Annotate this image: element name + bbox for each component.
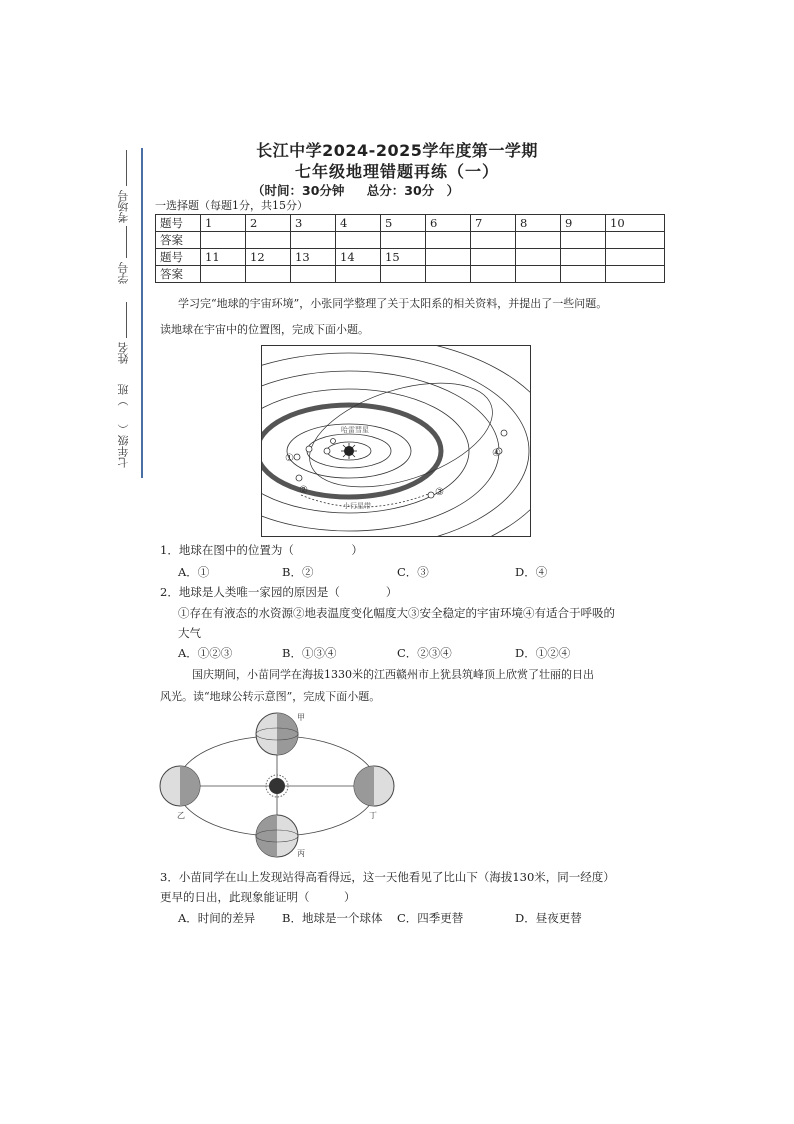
intro1-line2: 读地球在宇宙中的位置图，完成下面小题。 — [160, 323, 369, 336]
revolution-svg — [155, 706, 400, 863]
q2-option-a[interactable]: A．①②③ — [178, 646, 233, 660]
q3-line2: 更早的日出，此现象能证明（ ） — [160, 890, 356, 904]
q1-option-c[interactable]: C．③ — [397, 565, 429, 579]
binding-line — [141, 148, 143, 478]
q3-option-a[interactable]: A．时间的差异 — [178, 911, 256, 925]
row-label: 答案 — [156, 232, 201, 249]
answer-cell[interactable] — [201, 266, 246, 283]
question-number — [561, 249, 606, 266]
question-number: 12 — [246, 249, 291, 266]
answer-cell[interactable] — [471, 266, 516, 283]
q3-option-c[interactable]: C．四季更替 — [397, 911, 464, 925]
question-number: 11 — [201, 249, 246, 266]
name-label: 姓名 — [117, 342, 130, 364]
earth-revolution-figure — [155, 706, 400, 863]
answer-cell[interactable] — [246, 266, 291, 283]
q2-option-d[interactable]: D．①②④ — [515, 646, 571, 660]
name-field[interactable] — [126, 302, 127, 338]
section-heading: 一选择题（每题1分，共15分） — [155, 199, 308, 212]
question-number — [471, 249, 516, 266]
time-label: （时间：30分钟 — [252, 183, 345, 198]
marker-2: ② — [299, 485, 308, 496]
earth-globe-ding — [354, 766, 394, 806]
table-row — [156, 215, 665, 232]
answer-cell[interactable] — [246, 232, 291, 249]
q1-option-d[interactable]: D．④ — [515, 565, 548, 579]
page-title: 长江中学2024-2025学年度第一学期 — [256, 141, 538, 160]
answer-cell[interactable] — [561, 266, 606, 283]
question-number: 6 — [426, 215, 471, 232]
class-suffix-label: ）班 — [117, 384, 130, 406]
answer-cell[interactable] — [291, 232, 336, 249]
score-label: 总分：30分 ） — [366, 183, 460, 198]
comet-label: 哈雷彗星 — [341, 426, 369, 434]
asteroid-belt-label: 小行星带 — [343, 502, 371, 510]
q1-option-b[interactable]: B．② — [282, 565, 314, 579]
q2-option-c[interactable]: C．②③④ — [397, 646, 452, 660]
exam-no-label: 考场号 — [117, 190, 130, 223]
intro2-line1: 国庆期间，小苗同学在海拔1330米的江西赣州市上犹县筑峰顶上欣赏了壮丽的日出 — [192, 668, 594, 681]
time-score-line — [252, 181, 477, 199]
q3-option-d[interactable]: D．昼夜更替 — [515, 911, 582, 925]
question-number: 10 — [606, 215, 665, 232]
table-row — [156, 232, 665, 249]
question-number: 5 — [381, 215, 426, 232]
question-number: 1 — [201, 215, 246, 232]
question-number: 14 — [336, 249, 381, 266]
q2-line3: 大气 — [178, 626, 201, 640]
question-number: 4 — [336, 215, 381, 232]
answer-cell[interactable] — [606, 232, 665, 249]
q2-stem: 2．地球是人类唯一家园的原因是（ ） — [160, 585, 398, 599]
answer-cell[interactable] — [381, 266, 426, 283]
label-ding: 丁 — [369, 811, 377, 820]
q2-line2: ①存在有液态的水资源②地表温度变化幅度大③安全稳定的宇宙环境④有适合于呼吸的 — [178, 606, 615, 620]
q2-option-b[interactable]: B．①③④ — [282, 646, 337, 660]
solar-system-svg — [261, 345, 531, 537]
label-yi: 乙 — [177, 811, 185, 820]
table-row — [156, 249, 665, 266]
answer-cell[interactable] — [426, 266, 471, 283]
q3-option-b[interactable]: B．地球是一个球体 — [282, 911, 383, 925]
earth-globe-yi — [160, 766, 200, 806]
label-jia: 甲 — [297, 713, 305, 722]
answer-cell[interactable] — [606, 266, 665, 283]
question-number: 15 — [381, 249, 426, 266]
intro1-line1: 学习完“地球的宇宙环境”，小张同学整理了关于太阳系的相关资料，并提出了一些问题。 — [178, 297, 608, 310]
question-number — [516, 249, 561, 266]
solar-system-figure — [261, 345, 531, 537]
question-number — [426, 249, 471, 266]
class-prefix-label: 七年级（ — [117, 424, 130, 468]
question-number: 7 — [471, 215, 516, 232]
question-number: 3 — [291, 215, 336, 232]
page-subtitle: 七年级地理错题再练（一） — [294, 162, 499, 181]
question-number: 13 — [291, 249, 336, 266]
answer-cell[interactable] — [561, 232, 606, 249]
answer-cell[interactable] — [426, 232, 471, 249]
row-label: 题号 — [156, 249, 201, 266]
answer-cell[interactable] — [381, 232, 426, 249]
q1-option-a[interactable]: A．① — [178, 565, 210, 579]
question-number: 8 — [516, 215, 561, 232]
row-label: 答案 — [156, 266, 201, 283]
label-bing: 丙 — [297, 849, 305, 858]
question-number: 2 — [246, 215, 291, 232]
answer-table — [155, 214, 665, 283]
answer-cell[interactable] — [201, 232, 246, 249]
answer-cell[interactable] — [516, 232, 561, 249]
answer-cell[interactable] — [336, 232, 381, 249]
table-row — [156, 266, 665, 283]
sun-icon — [269, 778, 285, 794]
student-no-label: 学号 — [117, 262, 130, 284]
question-number: 9 — [561, 215, 606, 232]
row-label: 题号 — [156, 215, 201, 232]
exam-no-field[interactable] — [126, 150, 127, 186]
answer-cell[interactable] — [336, 266, 381, 283]
student-no-field[interactable] — [126, 226, 127, 258]
answer-cell[interactable] — [471, 232, 516, 249]
question-number — [606, 249, 665, 266]
earth-globe-bing — [256, 815, 298, 857]
q1-stem: 1．地球在图中的位置为（ ） — [160, 543, 363, 557]
q3-stem: 3．小苗同学在山上发现站得高看得远，这一天他看见了比山下（海拔130米，同一经度） — [160, 870, 615, 884]
marker-3: ③ — [435, 487, 444, 498]
intro2-line2: 风光。读“地球公转示意图”，完成下面小题。 — [160, 690, 381, 703]
earth-globe-jia — [256, 713, 298, 755]
marker-4: ④ — [492, 448, 501, 459]
marker-1: ① — [285, 453, 294, 464]
answer-cell[interactable] — [291, 266, 336, 283]
answer-cell[interactable] — [516, 266, 561, 283]
